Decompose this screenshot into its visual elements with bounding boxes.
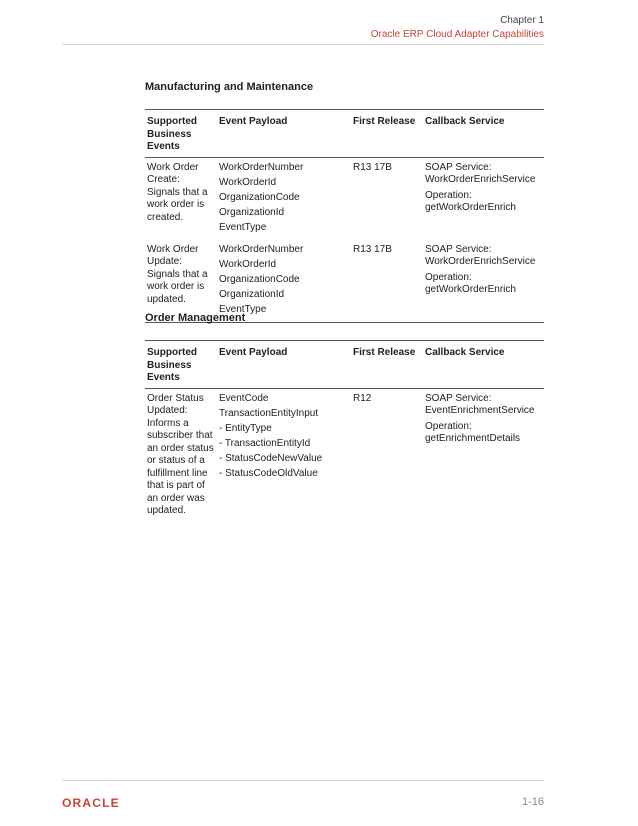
payload-field: OrganizationCode xyxy=(219,191,300,203)
table-header-row xyxy=(145,110,544,158)
callback-cell xyxy=(423,388,544,521)
release-cell: R13 17B xyxy=(353,161,392,173)
callback-cell xyxy=(423,157,544,240)
section-heading-order-management: Order Management xyxy=(145,312,246,324)
running-header xyxy=(371,14,544,42)
callback-cell xyxy=(423,240,544,323)
footer-divider xyxy=(62,780,544,781)
column-header: Callback Service xyxy=(423,110,544,158)
oracle-logo: ORACLE xyxy=(62,796,120,810)
column-header: Supported Business Events xyxy=(145,341,217,389)
column-header: Event Payload xyxy=(217,110,351,158)
soap-service: SOAP Service: WorkOrderEnrichService xyxy=(425,161,536,185)
payload-field: EventCode xyxy=(219,392,269,404)
payload-field: TransactionEntityInput xyxy=(219,407,319,419)
payload-field: - StatusCodeNewValue xyxy=(219,452,323,464)
operation: Operation: getWorkOrderEnrich xyxy=(425,189,516,213)
table-row xyxy=(145,240,544,323)
table-row xyxy=(145,388,544,521)
column-header: Supported Business Events xyxy=(145,110,217,158)
column-header: First Release xyxy=(351,110,423,158)
payload-cell xyxy=(217,157,351,240)
payload-field: EventType xyxy=(219,304,267,316)
payload-field: WorkOrderId xyxy=(219,259,277,271)
event-cell: Work Order Update: Signals that a work order is updated. xyxy=(145,240,217,323)
section-heading-manufacturing: Manufacturing and Maintenance xyxy=(145,81,314,93)
column-header: Event Payload xyxy=(217,341,351,389)
payload-cell xyxy=(217,388,351,521)
release-cell: R13 17B xyxy=(351,240,423,323)
soap-service: SOAP Service: WorkOrderEnrichService xyxy=(425,243,536,268)
header-divider xyxy=(62,44,544,45)
release-cell: R12 xyxy=(353,392,372,404)
soap-service: SOAP Service: EventEnrichmentService xyxy=(425,392,535,416)
payload-field: WorkOrderNumber xyxy=(219,161,304,173)
chapter-label: Chapter 1 xyxy=(500,15,544,26)
operation: Operation: getEnrichmentDetails xyxy=(425,420,521,444)
table-header-row xyxy=(145,341,544,389)
payload-field: - StatusCodeOldValue xyxy=(219,467,318,479)
operation: Operation: getWorkOrderEnrich xyxy=(425,271,516,296)
payload-field: OrganizationCode xyxy=(219,274,300,286)
payload-cell xyxy=(217,240,351,323)
event-cell: Work Order Create: Signals that a work order is created. xyxy=(147,161,208,223)
table-row xyxy=(145,157,544,240)
payload-field: WorkOrderId xyxy=(219,176,277,188)
column-header: First Release xyxy=(351,341,423,389)
payload-field: - TransactionEntityId xyxy=(219,437,311,449)
payload-field: OrganizationId xyxy=(219,206,285,218)
section-title-link[interactable]: Oracle ERP Cloud Adapter Capabilities xyxy=(370,29,544,40)
event-cell: Order Status Updated: Informs a subscriber that an order status or status of a fulfillment line that is part of an order was updated. xyxy=(147,392,214,516)
payload-field: - EntityType xyxy=(219,422,272,434)
payload-field: OrganizationId xyxy=(219,289,285,301)
manufacturing-events-table xyxy=(145,109,544,323)
order-management-events-table xyxy=(145,340,544,521)
column-header: Callback Service xyxy=(423,341,544,389)
payload-field: EventType xyxy=(219,221,267,233)
page-number: 1-16 xyxy=(521,796,544,808)
payload-field: WorkOrderNumber xyxy=(219,243,304,255)
